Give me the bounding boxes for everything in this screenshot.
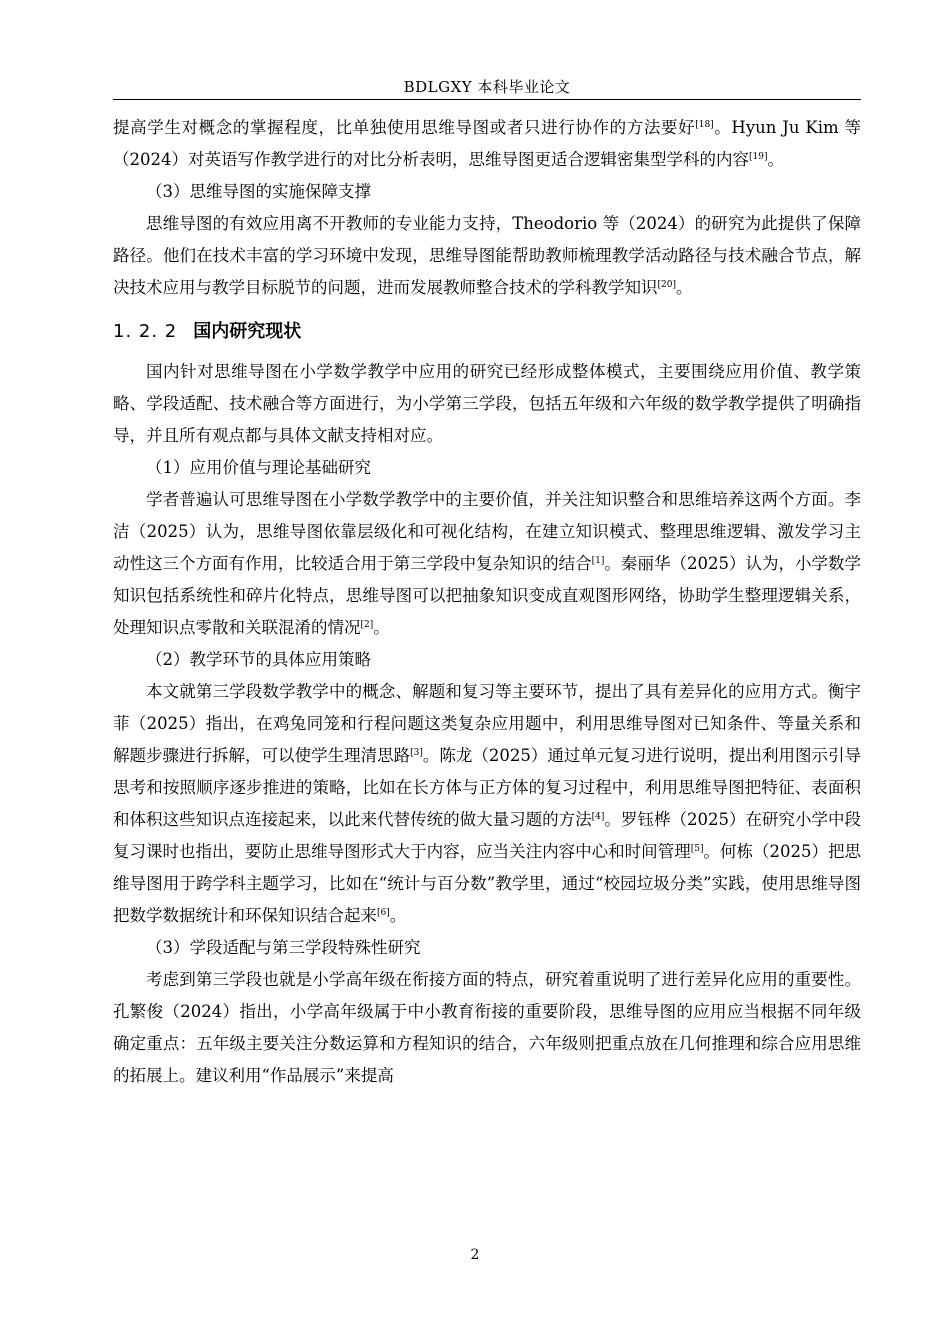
paragraph: 考虑到第三学段也就是小学高年级在衔接方面的特点，研究着重说明了进行差异化应用的重要性。孔繁俊（2024）指出，小学高年级属于中小教育衔接的重要阶段，思维导图的应用应当根据不同年级确定重点：五年级主要关注分数运算和方程知识的结合，六年级则把重点放在几何推理和综合应用思维的拓展上。建议利用“作品展示”来提高	[113, 970, 861, 1085]
page-number: 2	[470, 1247, 480, 1263]
section-heading	[113, 318, 861, 346]
paragraph-text: 提高学生对概念的掌握程度，比单独使用思维导图或者只进行协作的方法要好	[113, 118, 696, 137]
citation-ref: [2]	[360, 620, 374, 630]
paragraph-text: 。罗钰桦（2025）在研究小学中段复习课时也指出，要防止思维导图形式大于内容，应当关注内容中心和时间管理	[113, 810, 861, 861]
paragraph-text: 。	[675, 278, 693, 297]
paragraph-text: 。何栋（2025）把思维导图用于跨学科主题学习，比如在“统计与百分数”教学里，通过“校园垃圾分类”实践，使用思维导图把数学数据统计和环保知识结合起来	[113, 842, 862, 925]
subsection-title: （1）应用价值与理论基础研究	[146, 458, 371, 477]
paragraph-text: 。秦丽华（2025）认为，小学数学知识包括系统性和碎片化特点，思维导图可以把抽象知识变成直观图形网络，协助学生整理逻辑关系，处理知识点零散和关联混淆的情况	[113, 554, 861, 637]
paragraph-text: 。陈龙（2025）通过单元复习进行说明，提出利用图示引导思考和按照顺序逐步推进的策略，比如在长方体与正方体的复习过程中，利用思维导图把特征、表面积和体积这些知识点连接起来，以此来代替传统的做大量习题的方法	[113, 746, 861, 829]
paragraph-text: 。	[389, 906, 407, 925]
paragraph-intro: 国内针对思维导图在小学数学教学中应用的研究已经形成整体模式，主要围绕应用价值、教学策略、学段适配、技术融合等方面进行，为小学第三学段，包括五年级和六年级的数学教学提供了明确指导，并且所有观点都与具体文献支持相对应。	[113, 362, 861, 445]
subsection-title: （3）学段适配与第三学段特殊性研究	[146, 938, 421, 957]
citation-ref: [19]	[749, 152, 768, 162]
paragraph	[113, 484, 861, 644]
paragraph-text: 。Hyun Ju Kim 等（2024）对英语写作教学进行的对比分析表明，思维导图更适合逻辑密集型学科的内容	[113, 118, 861, 169]
paragraph	[113, 676, 861, 932]
subsection-title: （2）教学环节的具体应用策略	[146, 650, 371, 669]
header-divider	[113, 99, 861, 100]
paragraph-text: 本文就第三学段数学教学中的概念、解题和复习等主要环节，提出了具有差异化的应用方式。衡宇菲（2025）指出，在鸡兔同笼和行程问题这类复杂应用题中，利用思维导图对已知条件、等量关系和解题步骤进行拆解，可以使学生理清思路	[113, 682, 861, 765]
page-content	[113, 112, 861, 1092]
section-number: 1. 2. 2	[113, 321, 178, 342]
citation-ref: [20]	[657, 280, 676, 290]
citation-ref: [3]	[410, 748, 423, 758]
paragraph-continuation	[113, 112, 861, 176]
paragraph	[113, 208, 861, 304]
subsection-title: （3）思维导图的实施保障支撑	[146, 182, 371, 201]
paragraph-text: 学者普遍认可思维导图在小学数学教学中的主要价值，并关注知识整合和思维培养这两个方面。李洁（2025）认为，思维导图依靠层级化和可视化结构，在建立知识模式、整理思维逻辑、激发学习主动性这三个方面有作用，比较适合用于第三学段中复杂知识的结合	[113, 490, 861, 573]
page-header: BDLGXY 本科毕业论文	[403, 78, 571, 96]
citation-ref: [18]	[695, 120, 714, 130]
paragraph-text: 。	[767, 150, 784, 169]
paragraph-text: 思维导图的有效应用离不开教师的专业能力支持，Theodorio 等（2024）的研究为此提供了保障路径。他们在技术丰富的学习环境中发现，思维导图能帮助教师梳理教学活动路径与技术融合节点，解决技术应用与教学目标脱节的问题，进而发展教师整合技术的学科教学知识	[113, 214, 861, 297]
paragraph-text: 。	[373, 618, 390, 637]
citation-ref: [5]	[690, 844, 704, 854]
section-title: 国内研究现状	[193, 321, 302, 342]
citation-ref: [6]	[377, 908, 390, 918]
citation-ref: [4]	[591, 812, 605, 822]
citation-ref: [1]	[591, 556, 605, 566]
